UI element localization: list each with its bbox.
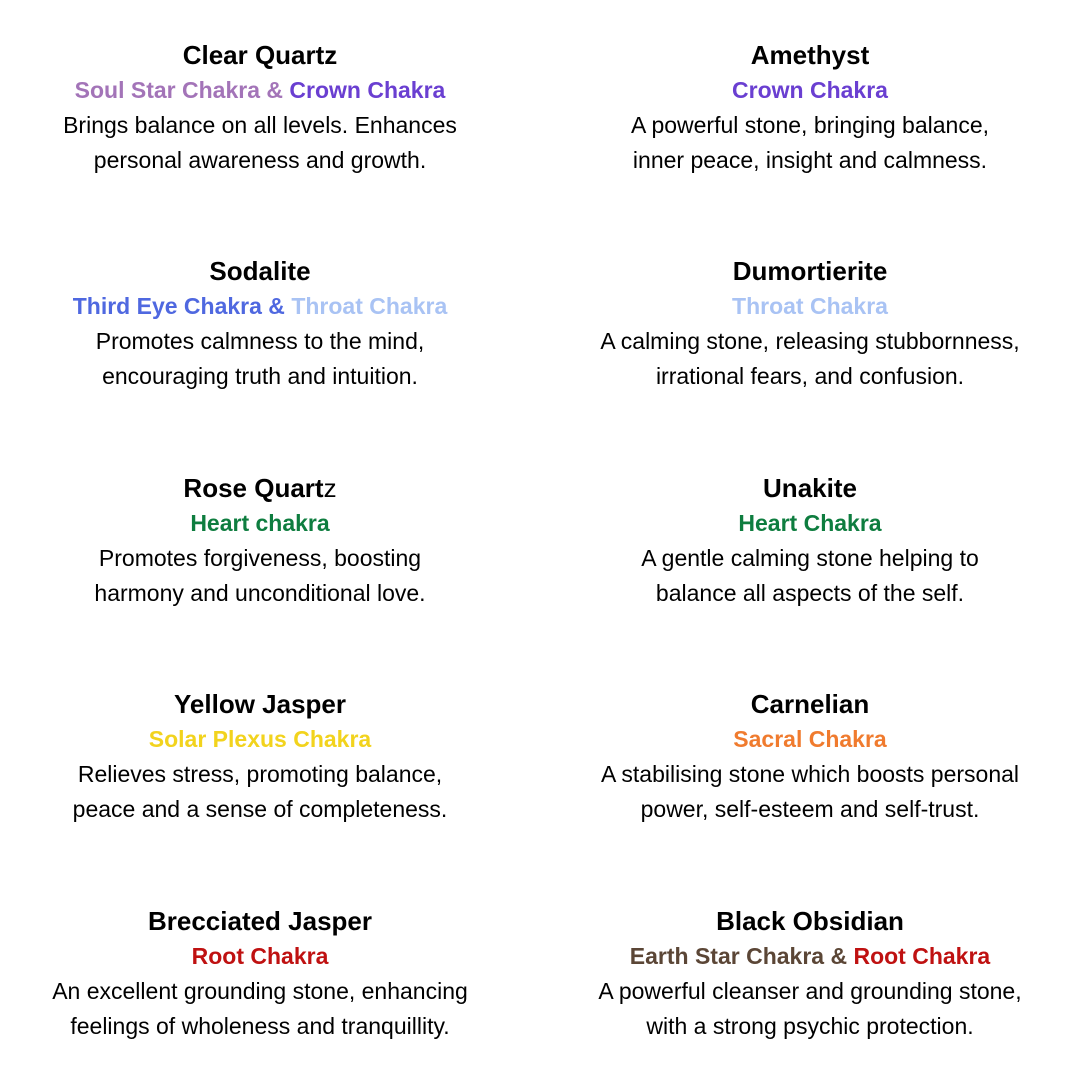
stone-name: Black Obsidian xyxy=(716,906,904,936)
stone-name: Dumortierite xyxy=(732,256,888,286)
stone-description xyxy=(0,324,520,394)
chakra-solar-plexus: Solar Plexus Chakra xyxy=(148,726,372,752)
stone-card-sodalite xyxy=(0,253,520,394)
description-line: with a strong psychic protection. xyxy=(646,1013,974,1039)
description-line: harmony and unconditional love. xyxy=(94,580,426,606)
chakra-third-eye: Third Eye Chakra xyxy=(72,293,262,319)
stone-name xyxy=(0,470,520,506)
stone-name: Brecciated Jasper xyxy=(147,906,373,936)
description-line: Promotes forgiveness, boosting xyxy=(98,545,422,571)
stone-name-head: Rose Quart xyxy=(183,473,324,503)
description-line: A stabilising stone which boosts personal xyxy=(600,761,1020,787)
stone-name: Yellow Jasper xyxy=(174,689,346,719)
chakra-separator: & xyxy=(260,77,290,103)
stone-description xyxy=(550,974,1070,1044)
stone-description xyxy=(0,541,520,611)
description-line: Relieves stress, promoting balance, xyxy=(77,761,443,787)
chakra-earth-star: Earth Star Chakra xyxy=(629,943,825,969)
description-line: feelings of wholeness and tranquillity. xyxy=(70,1013,450,1039)
chakra-line xyxy=(0,722,520,757)
chakra-crown: Crown Chakra xyxy=(289,77,446,103)
chakra-heart: Heart chakra xyxy=(190,510,330,536)
description-line: inner peace, insight and calmness. xyxy=(632,147,988,173)
chakra-crown: Crown Chakra xyxy=(732,77,888,103)
chakra-soul-star: Soul Star Chakra xyxy=(74,77,260,103)
stone-description xyxy=(550,757,1070,827)
description-line: balance all aspects of the self. xyxy=(655,580,965,606)
stone-name: Clear Quartz xyxy=(182,40,338,70)
chakra-line xyxy=(550,506,1070,541)
description-line: A powerful stone, bringing balance, xyxy=(630,112,990,138)
stone-card-unakite xyxy=(550,470,1070,611)
chakra-line xyxy=(0,506,520,541)
description-line: Promotes calmness to the mind, xyxy=(95,328,425,354)
stone-description xyxy=(550,108,1070,178)
stone-description xyxy=(0,108,520,178)
chakra-separator: & xyxy=(261,293,292,319)
stone-card-yellow-jasper xyxy=(0,686,520,827)
stone-name-tail: z xyxy=(323,473,337,503)
stone-card-rose-quartz xyxy=(0,470,520,611)
stone-name: Carnelian xyxy=(750,689,870,719)
stone-card-dumortierite xyxy=(550,253,1070,394)
stone-card-black-obsidian xyxy=(550,903,1070,1044)
chakra-root: Root Chakra xyxy=(191,943,329,969)
description-line: Brings balance on all levels. Enhances xyxy=(63,112,457,138)
stone-name: Sodalite xyxy=(209,256,311,286)
chakra-heart: Heart Chakra xyxy=(738,510,882,536)
stone-name: Amethyst xyxy=(750,40,870,70)
chakra-line xyxy=(0,73,520,108)
stone-description xyxy=(550,541,1070,611)
chakra-line xyxy=(550,939,1070,974)
description-line: A calming stone, releasing stubbornness, xyxy=(600,328,1020,354)
stone-description xyxy=(0,757,520,827)
description-line: peace and a sense of completeness. xyxy=(72,796,448,822)
description-line: power, self-esteem and self-trust. xyxy=(640,796,980,822)
stone-description xyxy=(0,974,520,1044)
stone-card-clear-quartz xyxy=(0,37,520,178)
chakra-line xyxy=(550,289,1070,324)
chakra-line xyxy=(550,73,1070,108)
description-line: A powerful cleanser and grounding stone, xyxy=(598,978,1022,1004)
description-line: irrational fears, and confusion. xyxy=(655,363,965,389)
stone-card-carnelian xyxy=(550,686,1070,827)
description-line: personal awareness and growth. xyxy=(93,147,427,173)
chakra-throat: Throat Chakra xyxy=(732,293,888,319)
description-line: encouraging truth and intuition. xyxy=(102,363,418,389)
chakra-line xyxy=(0,939,520,974)
stone-card-brecciated-jasper xyxy=(0,903,520,1044)
chakra-line xyxy=(550,722,1070,757)
chakra-line xyxy=(0,289,520,324)
description-line: A gentle calming stone helping to xyxy=(641,545,979,571)
chakra-root: Root Chakra xyxy=(853,943,991,969)
stone-description xyxy=(550,324,1070,394)
chakra-throat: Throat Chakra xyxy=(291,293,448,319)
stone-card-amethyst xyxy=(550,37,1070,178)
chakra-sacral: Sacral Chakra xyxy=(733,726,887,752)
description-line: An excellent grounding stone, enhancing xyxy=(52,978,468,1004)
stone-name: Unakite xyxy=(763,473,857,503)
chakra-separator: & xyxy=(824,943,854,969)
